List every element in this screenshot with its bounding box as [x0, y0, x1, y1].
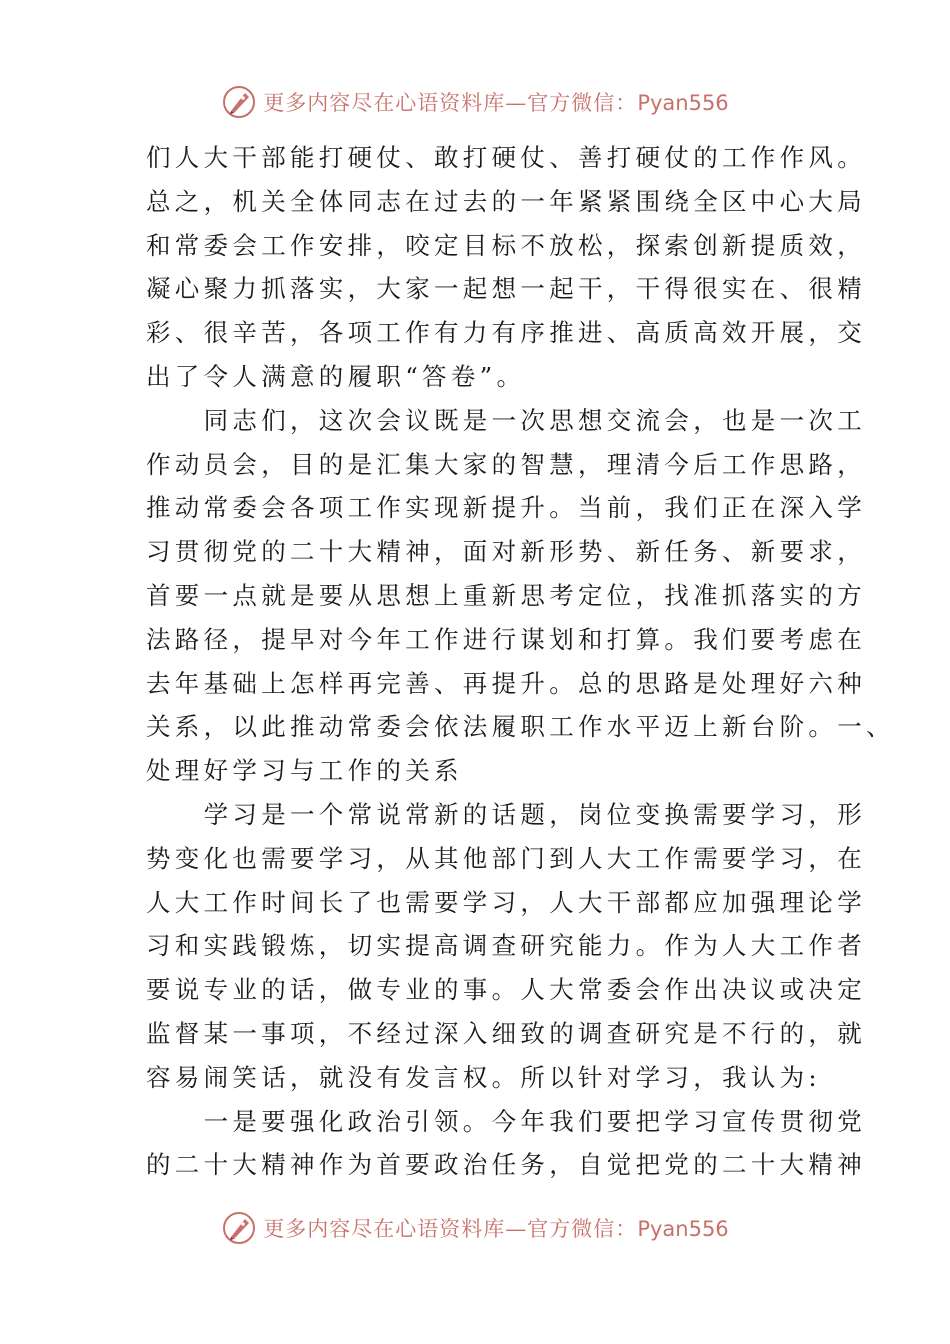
text-line: 的二十大精神作为首要政治任务，自觉把党的二十大精神 — [146, 1150, 866, 1180]
text-line: 关系，以此推动常委会依法履职工作水平迈上新台阶。一、 — [146, 712, 895, 742]
watermark-text — [263, 87, 728, 117]
text-line: 总之，机关全体同志在过去的一年紧紧围绕全区中心大局 — [146, 186, 866, 216]
text-line: 凝心聚力抓落实，大家一起想一起干，干得很实在、很精 — [146, 274, 866, 304]
text-line: 要说专业的话，做专业的事。人大常委会作出决议或决定 — [146, 975, 866, 1005]
text-line: 出了令人满意的履职“答卷”。 — [146, 361, 526, 391]
header-watermark-banner — [0, 82, 950, 122]
wechat-id: Pyan556 — [637, 91, 729, 115]
text-line: 们人大干部能打硬仗、敢打硬仗、善打硬仗的工作作风。 — [146, 143, 866, 172]
text-line: 推动常委会各项工作实现新提升。当前，我们正在深入学 — [146, 493, 866, 523]
pen-nib-circle-icon — [221, 84, 257, 120]
text-line: 一是要强化政治引领。今年我们要把学习宣传贯彻党 — [146, 1106, 866, 1136]
text-line: 处理好学习与工作的关系 — [146, 756, 463, 786]
text-line: 同志们，这次会议既是一次思想交流会，也是一次工 — [146, 405, 866, 435]
footer-watermark-banner — [0, 1208, 950, 1248]
watermark-label: 更多内容尽在心语资料库—官方微信： — [263, 91, 638, 115]
text-line: 习和实践锻炼，切实提高调查研究能力。作为人大工作者 — [146, 931, 866, 961]
pen-nib-circle-icon — [221, 1210, 257, 1246]
text-line: 学习是一个常说常新的话题，岗位变换需要学习，形 — [146, 799, 866, 829]
text-line: 彩、很辛苦，各项工作有力有序推进、高质高效开展，交 — [146, 318, 866, 348]
watermark-label: 更多内容尽在心语资料库—官方微信： — [263, 1217, 638, 1241]
watermark-text — [263, 1213, 728, 1243]
text-line: 势变化也需要学习，从其他部门到人大工作需要学习，在 — [146, 843, 866, 873]
text-line: 去年基础上怎样再完善、再提升。总的思路是处理好六种 — [146, 668, 866, 698]
text-line: 首要一点就是要从思想上重新思考定位，找准抓落实的方 — [146, 580, 866, 610]
text-line: 容易闹笑话，就没有发言权。所以针对学习，我认为: — [146, 1062, 821, 1092]
text-line: 作动员会，目的是汇集大家的智慧，理清今后工作思路， — [146, 449, 866, 479]
wechat-id: Pyan556 — [637, 1217, 729, 1241]
text-line: 人大工作时间长了也需要学习，人大干部都应加强理论学 — [146, 887, 866, 917]
text-line: 监督某一事项，不经过深入细致的调查研究是不行的，就 — [146, 1018, 866, 1048]
text-line: 习贯彻党的二十大精神，面对新形势、新任务、新要求， — [146, 537, 866, 567]
text-line: 和常委会工作安排，咬定目标不放松，探索创新提质效， — [146, 230, 866, 260]
document-body — [146, 136, 895, 1187]
text-line: 法路径，提早对今年工作进行谋划和打算。我们要考虑在 — [146, 624, 866, 654]
